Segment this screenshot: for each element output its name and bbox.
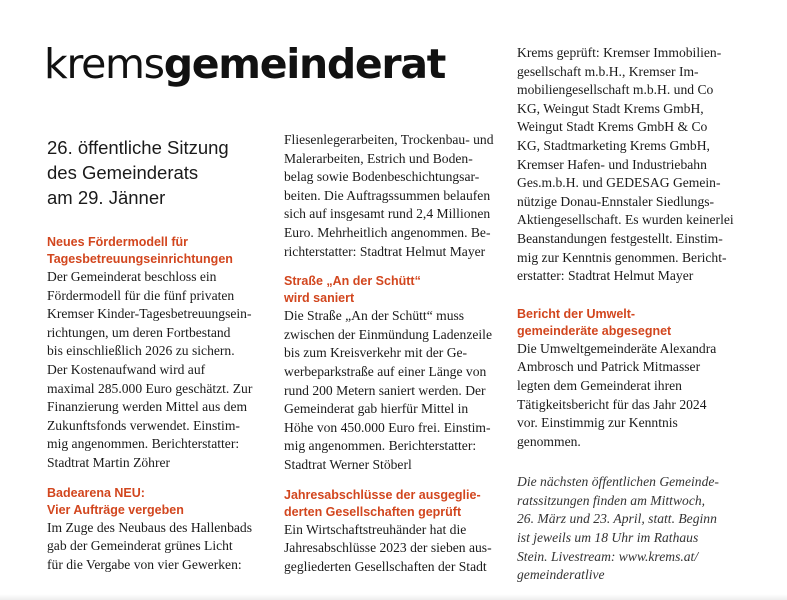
- section-heading: [284, 273, 509, 307]
- section-text: [517, 340, 752, 452]
- text-line: bis zum Kreisverkehr mit der Ge-: [284, 345, 468, 361]
- text-line: zwischen der Einmündung Ladenzeile: [284, 326, 492, 342]
- section-text: [284, 521, 509, 577]
- heading-line: Tagesbetreuungseinrichtungen: [47, 252, 233, 266]
- text-line: maximal 285.000 Euro geschätzt. Zur: [47, 380, 253, 396]
- text-line: sich auf insgesamt rund 2,4 Millionen: [284, 206, 491, 222]
- heading-line: derten Gesellschaften geprüft: [284, 504, 462, 519]
- text-line: mig zur Kenntnis genommen. Bericht-: [517, 249, 727, 265]
- text-line: 26. März und 23. April, statt. Beginn: [517, 511, 717, 527]
- text-line: Ges.m.b.H. und GEDESAG Gemein-: [517, 175, 721, 191]
- section-badearena: [47, 485, 272, 575]
- text-line: Kremser Hafen- und Industriebahn: [517, 156, 707, 172]
- text-line: Fördermodell für die fünf privaten: [47, 287, 235, 303]
- text-line: Die Straße „An der Schütt“ muss: [284, 308, 465, 324]
- text-line: mig angenommen. Berichterstatter:: [284, 438, 477, 454]
- text-line: Stadtrat Werner Stöberl: [284, 456, 412, 472]
- brand-light: krems: [44, 40, 164, 88]
- title-line: 26. öffentliche Sitzung: [47, 137, 229, 158]
- section-heading: [284, 487, 509, 521]
- section-text: [517, 44, 752, 286]
- text-line: KG, Stadtmarketing Krems GmbH,: [517, 137, 710, 153]
- text-line: Im Zuge des Neubaus des Hallenbads: [47, 519, 252, 535]
- text-line: rund 200 Metern saniert werden. Der: [284, 382, 486, 398]
- text-line: beiten. Die Auftragssummen belaufen: [284, 187, 491, 203]
- text-line: Ein Wirtschaftstreuhänder hat die: [284, 521, 467, 537]
- section-text: [47, 268, 272, 473]
- text-line: legten dem Gemeinderat ihren: [517, 377, 682, 393]
- text-line: richterstatter: Stadtrat Helmut Mayer: [284, 243, 486, 259]
- text-line: Stadtrat Martin Zöhrer: [47, 454, 171, 470]
- column-1: [47, 135, 272, 586]
- heading-line: Vier Aufträge vergeben: [47, 502, 184, 517]
- brand-bold: gemeinderat: [163, 40, 446, 88]
- section-foerdermodell: [47, 234, 272, 473]
- text-line: Zukunftsfonds verwendet. Einstim-: [47, 417, 240, 433]
- text-line: Aktiengesellschaft. Es wurden keinerlei: [517, 212, 734, 228]
- text-line: Höhe von 450.000 Euro frei. Einstim-: [284, 419, 491, 435]
- section-text: [47, 519, 272, 575]
- text-line: Die Umweltgemeinderäte Alexandra: [517, 340, 717, 356]
- text-line: Krems geprüft: Kremser Immobilien-: [517, 45, 722, 60]
- text-line: Der Gemeinderat beschloss ein: [47, 269, 217, 284]
- text-line: Malerarbeiten, Estrich und Boden-: [284, 150, 473, 166]
- column-3: [517, 44, 752, 585]
- section-umweltbericht: [517, 306, 752, 452]
- section-an-der-schuett: [284, 273, 509, 474]
- text-line: Finanzierung werden Mittel aus dem: [47, 399, 248, 415]
- text-line: Beanstandungen festgestellt. Einstim-: [517, 230, 723, 246]
- text-line: Gemeinderat gab hierfür Mittel in: [284, 401, 469, 417]
- section-jahresabschluesse: [284, 487, 509, 577]
- text-line: richtungen, um deren Fortbestand: [47, 324, 231, 340]
- section-heading: [47, 234, 272, 268]
- text-line: bis einschließlich 2026 zu sichern.: [47, 343, 235, 359]
- heading-line: Jahresabschlüsse der ausgeglie-: [284, 487, 481, 502]
- text-line: mobiliengesellschaft m.b.H. und Co: [517, 82, 714, 98]
- text-line: werbeparkstraße auf einer Länge von: [284, 363, 487, 379]
- text-line: Die nächsten öffentlichen Gemeinde-: [517, 474, 719, 490]
- section-heading: [47, 485, 272, 519]
- text-line: gegliederten Gesellschaften der Stadt: [284, 558, 487, 574]
- next-meetings-note: [517, 473, 752, 585]
- text-line: genommen.: [517, 433, 581, 449]
- text-line: erstatter: Stadtrat Helmut Mayer: [517, 268, 694, 284]
- heading-line: wird saniert: [284, 291, 355, 306]
- section-text: [284, 307, 509, 474]
- column-2: [284, 131, 509, 588]
- heading-line: gemeinderäte abgesegnet: [517, 323, 672, 338]
- heading-line: Neues Fördermodell für: [47, 235, 188, 249]
- page-edge: [0, 594, 787, 600]
- text-line: für die Vergabe von vier Gewerken:: [47, 556, 242, 572]
- text-line: KG, Weingut Stadt Krems GmbH,: [517, 100, 704, 116]
- meeting-title: [47, 135, 272, 210]
- text-line: Stein. Livestream: www.krems.at/: [517, 548, 699, 564]
- text-line: ratssitzungen finden am Mittwoch,: [517, 492, 706, 508]
- text-line: belag sowie Bodenbeschichtungsar-: [284, 169, 480, 185]
- text-line: Jahresabschlüsse 2023 der sieben aus-: [284, 540, 492, 556]
- heading-line: Straße „An der Schütt“: [284, 274, 421, 289]
- text-line: Der Kostenaufwand wird auf: [47, 361, 206, 377]
- text-line: Fliesenlegerarbeiten, Trockenbau- und: [284, 132, 494, 147]
- text-line: nützige Donau-Ennstaler Siedlungs-: [517, 193, 715, 209]
- heading-line: Bericht der Umwelt-: [517, 306, 636, 321]
- text-line: Weingut Stadt Krems GmbH & Co: [517, 119, 708, 135]
- brand-logo: [44, 38, 445, 90]
- text-line: ist jeweils um 18 Uhr im Rathaus: [517, 530, 699, 546]
- section-heading: [517, 306, 752, 340]
- title-line: des Gemeinderats: [47, 162, 199, 183]
- text-line: Tätigkeitsbericht für das Jahr 2024: [517, 396, 707, 412]
- text-line: Euro. Mehrheitlich angenommen. Be-: [284, 224, 491, 240]
- title-line: am 29. Jänner: [47, 187, 166, 208]
- text-line: gesellschaft m.b.H., Kremser Im-: [517, 63, 699, 79]
- text-line: gab der Gemeinderat grünes Licht: [47, 538, 233, 554]
- text-line: vor. Einstimmig zur Kenntnis: [517, 415, 678, 431]
- text-line: Kremser Kinder-Tagesbetreuungsein-: [47, 306, 252, 322]
- heading-line: Badearena NEU:: [47, 485, 145, 500]
- section-text: [284, 131, 509, 261]
- text-line: mig angenommen. Berichterstatter:: [47, 436, 240, 452]
- text-line: gemeinderatlive: [517, 567, 605, 583]
- text-line: Ambrosch und Patrick Mitmasser: [517, 359, 701, 375]
